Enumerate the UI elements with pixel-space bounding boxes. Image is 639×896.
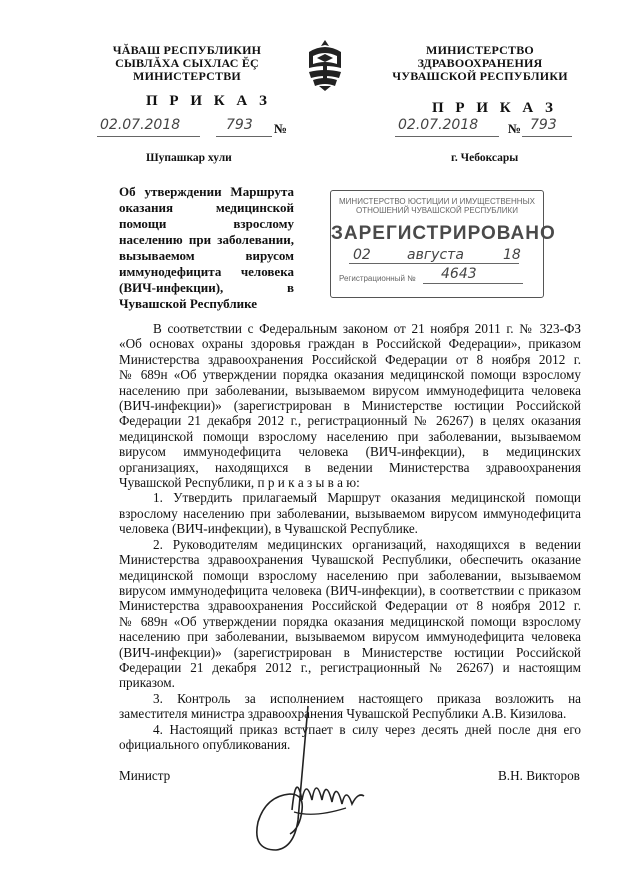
title-line: иммунодефицита человека — [119, 264, 294, 279]
date-left: 02.07.2018 — [100, 117, 181, 133]
num-left-line — [216, 136, 272, 137]
number-left: 793 — [226, 117, 253, 133]
body-line: Министерства здравоохранения Российской Федерации от 8 ноября 2012 г. — [119, 598, 581, 614]
body-line: медицинской помощи взрослому населению при заболевании, вызываемом — [119, 567, 581, 583]
stamp-date-row — [331, 247, 543, 269]
prikaz-label-right: П Р И К А З — [432, 100, 557, 116]
ministry-name-chuvash-line-1: ЧĂВАШ РЕСПУБЛИКИН — [112, 43, 262, 57]
ministry-name-chuvash-line-2: СЫВЛĂХА СЫХЛАС ĔÇ — [115, 56, 259, 70]
number-sign-right: № — [508, 121, 522, 136]
ministry-name-chuvash-line-3: МИНИСТЕРСТВИ — [133, 69, 241, 83]
body-line: приказом. — [119, 675, 175, 691]
ministry-name-russian-line-3: ЧУВАШСКОЙ РЕСПУБЛИКИ — [392, 69, 568, 83]
body-line: № 689н «Об утверждении порядка оказания медицинской помощи взрослому — [119, 613, 581, 629]
stamp-reg-row — [331, 266, 543, 285]
ministry-name-russian-line-2: ЗДРАВООХРАНЕНИЯ — [417, 56, 543, 70]
title-line: помощи взрослому — [119, 216, 294, 231]
body-line: 1. Утвердить прилагаемый Маршрут оказания медицинской помощи — [153, 490, 581, 506]
num-right-line — [522, 136, 572, 137]
number-sign-left: № — [274, 121, 288, 136]
title-line: Об утверждении Маршрута — [119, 184, 294, 199]
ministry-name-russian — [370, 44, 590, 83]
body-line: вирусом иммунодефицита человека (ВИЧ-инфекции), в соответствии с приказом — [119, 582, 581, 598]
stamp-date-year: 18 — [503, 247, 521, 263]
body-line: Чувашской Республики, п р и к а з ы в а ю: — [119, 475, 360, 491]
title-line: (ВИЧ-инфекции), в — [119, 280, 294, 295]
stamp-date-month: августа — [407, 247, 464, 263]
signature-position: Министр — [119, 768, 171, 783]
ministry-name-russian-line-1: МИНИСТЕРСТВО — [426, 43, 534, 57]
body-line: организациях, находящихся в ведении Министерства здравоохранения — [119, 459, 581, 475]
date-left-line — [97, 136, 200, 137]
body-line: человека (ВИЧ-инфекции), в Чувашской Республике. — [119, 521, 418, 537]
document-title — [119, 184, 294, 312]
body-line: официального опубликования. — [119, 736, 291, 752]
body-line: (ВИЧ-инфекции)» (зарегистрирован в Министерстве юстиции Российской — [119, 644, 581, 660]
chuvash-emblem-icon — [303, 38, 347, 92]
city-left: Шупашкар хули — [146, 152, 232, 164]
handwritten-signature — [236, 700, 376, 860]
body-line: 3. Контроль за исполнением настоящего приказа возложить на — [153, 690, 581, 706]
body-line: заместителя министра здравоохранения Чувашской Республики А.В. Кизилова. — [119, 706, 567, 722]
body-line: Федерации 21 декабря 2012 г., регистрационный № 26267) в целях оказания — [119, 413, 581, 429]
body-line: взрослому населению при заболевании, вызываемом вирусом иммунодефицита — [119, 505, 581, 521]
stamp-authority-line-1: МИНИСТЕРСТВО ЮСТИЦИИ И ИМУЩЕСТВЕННЫХ — [339, 197, 535, 206]
signature-name: В.Н. Викторов — [498, 768, 580, 783]
registration-stamp — [330, 190, 556, 298]
title-line: населению при заболевании, — [119, 232, 294, 247]
body-line: 2. Руководителям медицинских организаций, находящихся в ведении — [153, 536, 581, 552]
body-line: населению при заболевании, вызываемом вирусом иммунодефицита человека — [119, 382, 581, 398]
number-right: 793 — [530, 117, 557, 133]
body-line: вирусом иммунодефицита человека (ВИЧ-инфекции), в медицинских — [119, 444, 581, 460]
date-right: 02.07.2018 — [398, 117, 479, 133]
body-line: Министерства здравоохранения Российской Федерации от 8 ноября 2012 г. — [119, 351, 581, 367]
prikaz-label-left: П Р И К А З — [146, 93, 271, 109]
body-line: «Об основах охраны здоровья граждан в Российской Федерации», приказом — [119, 336, 581, 352]
stamp-date-day: 02 — [353, 247, 371, 263]
body-line: № 689н «Об утверждении порядка оказания медицинской помощи взрослому — [119, 367, 581, 383]
ministry-name-chuvash — [92, 44, 282, 83]
body-line: (ВИЧ-инфекции)» (зарегистрирован в Министерстве юстиции Российской — [119, 398, 581, 414]
body-line: В соответствии с Федеральным законом от 21 ноября 2011 г. № 323-ФЗ — [153, 321, 581, 336]
title-line: оказания медицинской — [119, 200, 294, 215]
body-line: Министерства здравоохранения Чувашской Республики, обеспечить оказание — [119, 552, 581, 568]
stamp-reg-number: 4643 — [441, 266, 477, 282]
body-line: Федерации 21 декабря 2012 г., регистрационный № 26267) и настоящим — [119, 659, 581, 675]
stamp-reg-label: Регистрационный № — [339, 274, 416, 283]
stamp-registered-label: ЗАРЕГИСТРИРОВАНО — [331, 223, 556, 244]
title-line: Чувашской Республике — [119, 296, 258, 311]
stamp-authority-line-2: ОТНОШЕНИЙ ЧУВАШСКОЙ РЕСПУБЛИКИ — [356, 206, 518, 215]
city-right: г. Чебоксары — [451, 152, 519, 164]
title-line: вызываемом вирусом — [119, 248, 294, 263]
body-line: населению при заболевании, вызываемом вирусом иммунодефицита человека — [119, 629, 581, 645]
body-line: 4. Настоящий приказ вступает в силу через десять дней после дня его — [153, 721, 581, 737]
body-line: медицинской помощи взрослому населению при заболевании, вызываемом — [119, 428, 581, 444]
document-body — [119, 321, 581, 752]
date-right-line — [395, 136, 499, 137]
